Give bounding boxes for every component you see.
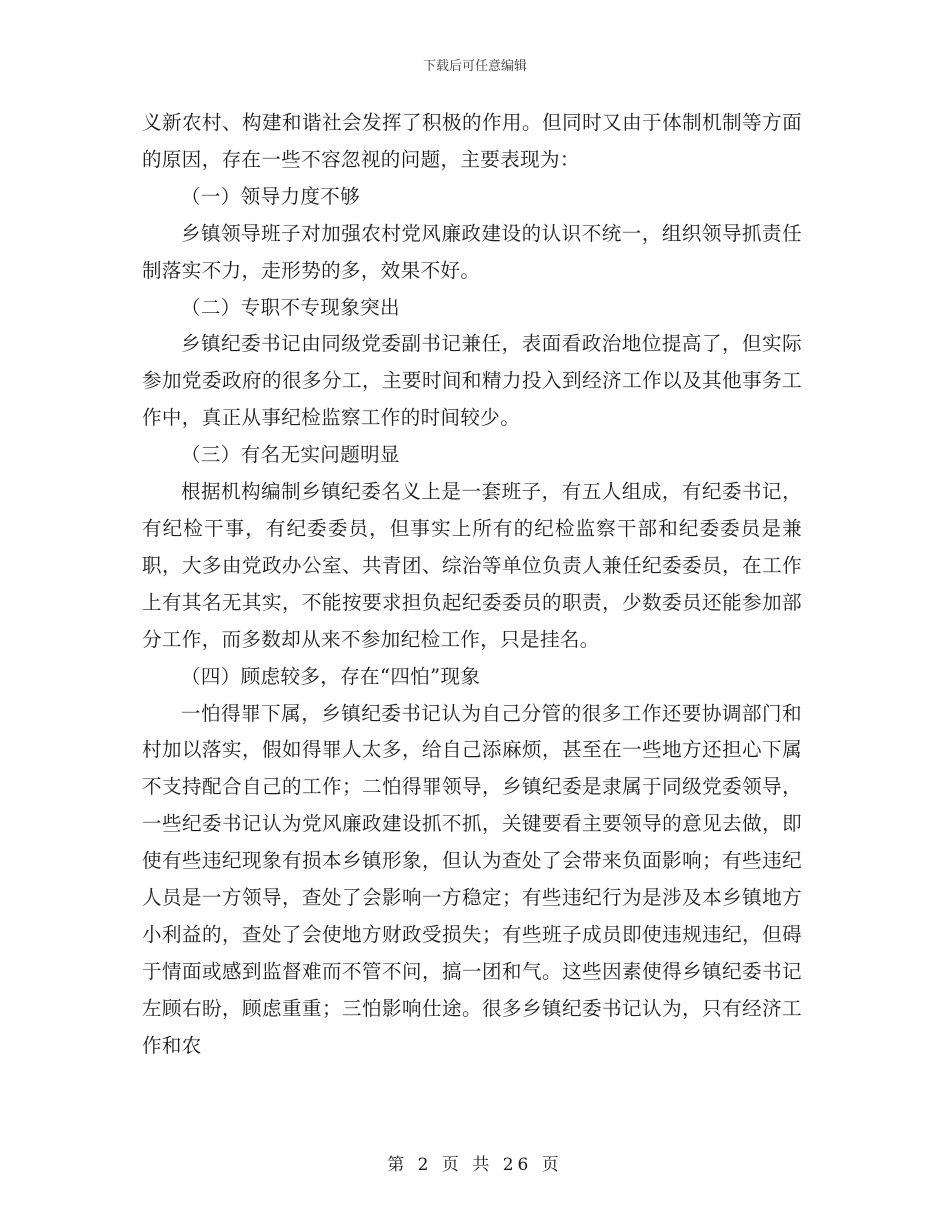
document-body <box>142 105 802 1065</box>
paragraph-intro: 义新农村、构建和谐社会发挥了积极的作用。但同时又由于体制机制等方面的原因，存在一些不容忽视的问题，主要表现为： <box>142 111 802 171</box>
page-header: 下载后可任意编辑 <box>422 59 527 74</box>
paragraph-section-1: 乡镇领导班子对加强农村党风廉政建设的认识不统一，组织领导抓责任制落实不力，走形势的多，效果不好。 <box>142 221 802 282</box>
paragraph-section-4: 一怕得罪下属，乡镇纪委书记认为自己分管的很多工作还要协调部门和村加以落实，假如得罪人太多，给自己添麻烦，甚至在一些地方还担心下属不支持配合自己的工作；二怕得罪领导，乡镇纪委是隶属于同级党委领导，一些纪委书记认为党风廉政建设抓不抓，关键要看主要领导的意见去做，即使有些违纪现象有损本乡镇形象，但认为查处了会带来负面影响；有些违纪人员是一方领导，查处了会影响一方稳定；有些违纪行为是涉及本乡镇地方小利益的，查处了会使地方财政受损失；有些班子成员即使违规违纪，但碍于情面或感到监督难而不管不问，搞一团和气。这些因素使得乡镇纪委书记左顾右盼，顾虑重重；三怕影响仕途。很多乡镇纪委书记认为，只有经济工作和农 <box>142 701 802 1057</box>
section-heading-2: （二）专职不专现象突出 <box>181 295 400 319</box>
section-heading-4: （四）顾虑较多，存在“四怕”现象 <box>181 664 481 688</box>
paragraph-section-3: 根据机构编制乡镇纪委名义上是一套班子，有五人组成，有纪委书记，有纪检干事，有纪委委员，但事实上所有的纪检监察干部和纪委委员是兼职，大多由党政办公室、共青团、综治等单位负责人兼任纪委委员，在工作上有其名无其实，不能按要求担负起纪委委员的职责，少数委员还能参加部分工作，而多数却从来不参加纪检工作，只是挂名。 <box>142 480 802 651</box>
section-heading-3: （三）有名无实问题明显 <box>181 443 400 467</box>
paragraph-section-2: 乡镇纪委书记由同级党委副书记兼任，表面看政治地位提高了，但实际参加党委政府的很多分工，主要时间和精力投入到经济工作以及其他事务工作中，真正从事纪检监察工作的时间较少。 <box>142 332 802 430</box>
page-number: 第 2 页 共 26 页 <box>387 1155 563 1175</box>
section-heading-1: （一）领导力度不够 <box>181 184 361 208</box>
